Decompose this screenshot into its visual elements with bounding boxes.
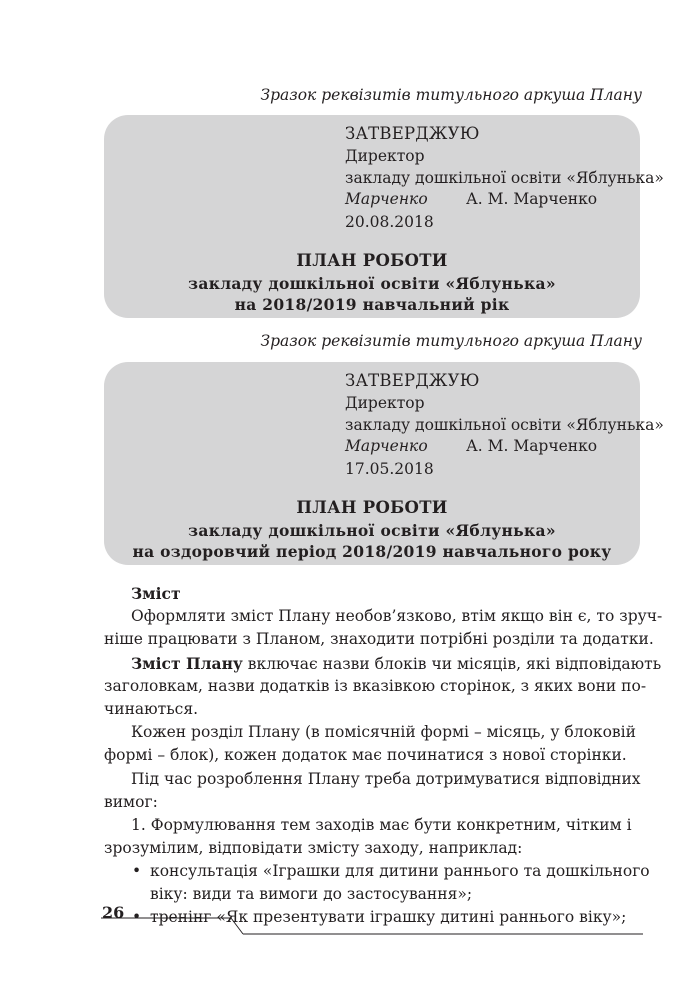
signature: Марченко bbox=[345, 190, 428, 208]
list-item: тренінг «Як презентувати іграшку дитині раннього віку»; bbox=[150, 908, 627, 926]
block-caption: Зразок реквізитів титульного аркуша Плану bbox=[260, 332, 642, 350]
approver-position: Директор bbox=[345, 147, 425, 165]
bullet-dot-icon: • bbox=[132, 908, 142, 926]
approval-mark: ЗАТВЕРДЖУЮ bbox=[345, 371, 480, 390]
bullet-dot-icon: • bbox=[132, 862, 142, 880]
paragraph-line: формі – блок), кожен додаток має починатися з нової сторінки. bbox=[104, 746, 627, 764]
signature: Марченко bbox=[345, 437, 428, 455]
block-caption: Зразок реквізитів титульного аркуша Плану bbox=[260, 86, 642, 104]
plan-subtitle-institution: закладу дошкільної освіти «Яблунька» bbox=[188, 521, 556, 540]
approval-date: 20.08.2018 bbox=[345, 213, 434, 231]
list-item: консультація «Іграшки для дитини раннього та дошкільного bbox=[150, 862, 650, 880]
approval-mark: ЗАТВЕРДЖУЮ bbox=[345, 124, 480, 143]
signer-name: А. М. Марченко bbox=[466, 437, 598, 455]
approver-position: Директор bbox=[345, 394, 425, 412]
paragraph-line: вимог: bbox=[104, 793, 158, 811]
approval-date: 17.05.2018 bbox=[345, 460, 434, 478]
plan-subtitle-period: на оздоровчий період 2018/2019 навчального року bbox=[132, 542, 612, 561]
plan-subtitle-period: на 2018/2019 навчальний рік bbox=[234, 295, 510, 314]
approver-institution: закладу дошкільної освіти «Яблунька» bbox=[345, 169, 664, 187]
paragraph-line: Кожен розділ Плану (в помісячній формі – місяць, у блоковій bbox=[131, 723, 636, 741]
paragraph-line: чинаються. bbox=[104, 700, 199, 718]
section-heading: Зміст bbox=[131, 584, 181, 603]
paragraph-line: зрозумілим, відповідати змісту заходу, наприклад: bbox=[104, 839, 523, 857]
paragraph-line: Під час розроблення Плану треба дотримуватися відповідних bbox=[131, 770, 641, 788]
paragraph-text: включає назви блоків чи місяців, які відповідають bbox=[242, 655, 662, 673]
plan-subtitle-institution: закладу дошкільної освіти «Яблунька» bbox=[188, 274, 556, 293]
paragraph-line: заголовкам, назви додатків із вказівкою сторінок, з яких вони по- bbox=[104, 677, 647, 695]
approver-institution: закладу дошкільної освіти «Яблунька» bbox=[345, 416, 664, 434]
signer-name: А. М. Марченко bbox=[466, 190, 598, 208]
paragraph-line: 1. Формулювання тем заходів має бути конкретним, чітким і bbox=[131, 816, 632, 834]
bold-term: Зміст Плану bbox=[131, 654, 243, 673]
plan-title: ПЛАН РОБОТИ bbox=[296, 498, 448, 517]
list-item: віку: види та вимоги до застосування»; bbox=[150, 885, 473, 903]
paragraph-line: Оформляти зміст Плану необов’язково, втім якщо він є, то зруч- bbox=[131, 607, 663, 625]
paragraph-line: ніше працювати з Планом, знаходити потрібні розділи та додатки. bbox=[104, 630, 654, 648]
page-number: 26 bbox=[102, 903, 125, 922]
plan-title: ПЛАН РОБОТИ bbox=[296, 251, 448, 270]
